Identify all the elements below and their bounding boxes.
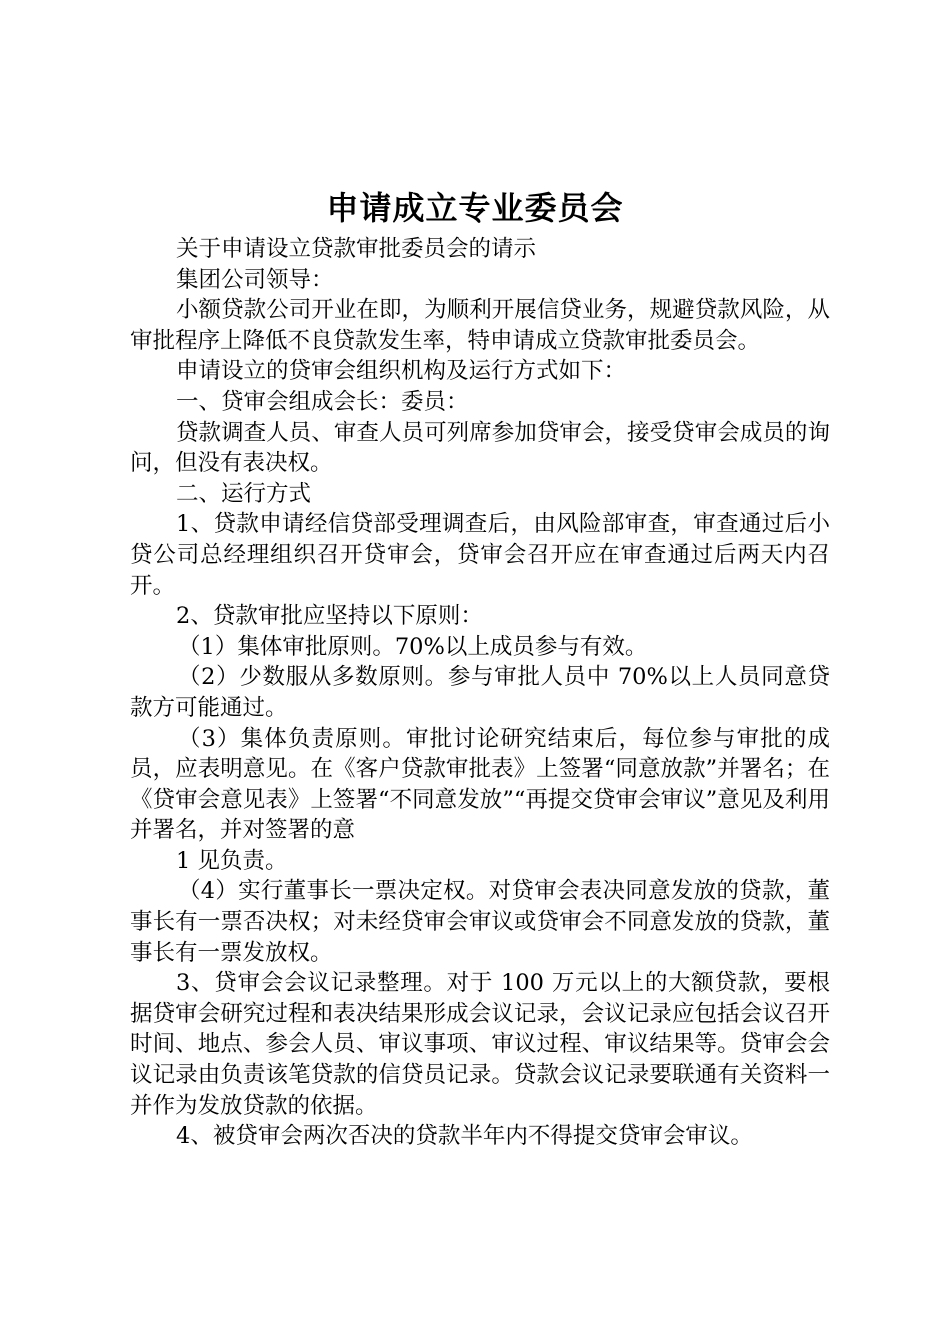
numbered-item: 4、被贷审会两次否决的贷款半年内不得提交贷审会审议。 [176, 1123, 753, 1150]
section-heading: 一、贷审会组成会长：委员： [176, 388, 469, 415]
numbered-item: 1、贷款申请经信贷部受理调查后，由风险部审查，审查通过后小贷公司总经理组织召开贷审会，贷审会召开应在审查通过后两天内召开。 [130, 511, 830, 599]
paragraph-fragment: 1 见负责。 [176, 847, 288, 874]
principle-item: （1）集体审批原则。70%以上成员参与有效。 [178, 633, 648, 660]
principle-item: （4）实行董事长一票决定权。对贷审会表决同意发放的贷款，董事长有一票否决权；对未经贷审会审议或贷审会不同意发放的贷款，董事长有一票发放权。 [130, 878, 830, 966]
document-body [130, 234, 830, 1152]
numbered-item: 3、贷审会会议记录整理。对于 100 万元以上的大额贷款，要根据贷审会研究过程和表决结果形成会议记录，会议记录应包括会议召开时间、地点、参会人员、审议事项、审议过程、审议结果等。贷审会会议记录由负责该笔贷款的信贷员记录。贷款会议记录要联通有关资料一并作为发放贷款的依据。 [130, 970, 830, 1119]
salutation: 集团公司领导： [176, 266, 334, 293]
paragraph: 小额贷款公司开业在即，为顺利开展信贷业务，规避贷款风险，从审批程序上降低不良贷款发生率，特申请成立贷款审批委员会。 [130, 297, 830, 354]
document-title: 申请成立专业委员会 [326, 189, 624, 227]
paragraph: 申请设立的贷审会组织机构及运行方式如下： [176, 358, 627, 385]
numbered-item: 2、贷款审批应坚持以下原则： [176, 603, 483, 630]
paragraph: 贷款调查人员、审查人员可列席参加贷审会，接受贷审会成员的询问，但没有表决权。 [130, 419, 830, 477]
principle-item: （2）少数服从多数原则。参与审批人员中 70%以上人员同意贷款方可能通过。 [130, 664, 830, 721]
section-heading: 二、运行方式 [176, 480, 312, 507]
principle-item: （3）集体负责原则。审批讨论研究结束后，每位参与审批的成员，应表明意见。在《客户贷款审批表》上签署“同意放款”并署名；在《贷审会意见表》上签署“不同意发放”“再提交贷审会审议”意见及利用并署名，并对签署的意 [130, 725, 830, 844]
subject-line: 关于申请设立贷款审批委员会的请示 [176, 236, 537, 262]
